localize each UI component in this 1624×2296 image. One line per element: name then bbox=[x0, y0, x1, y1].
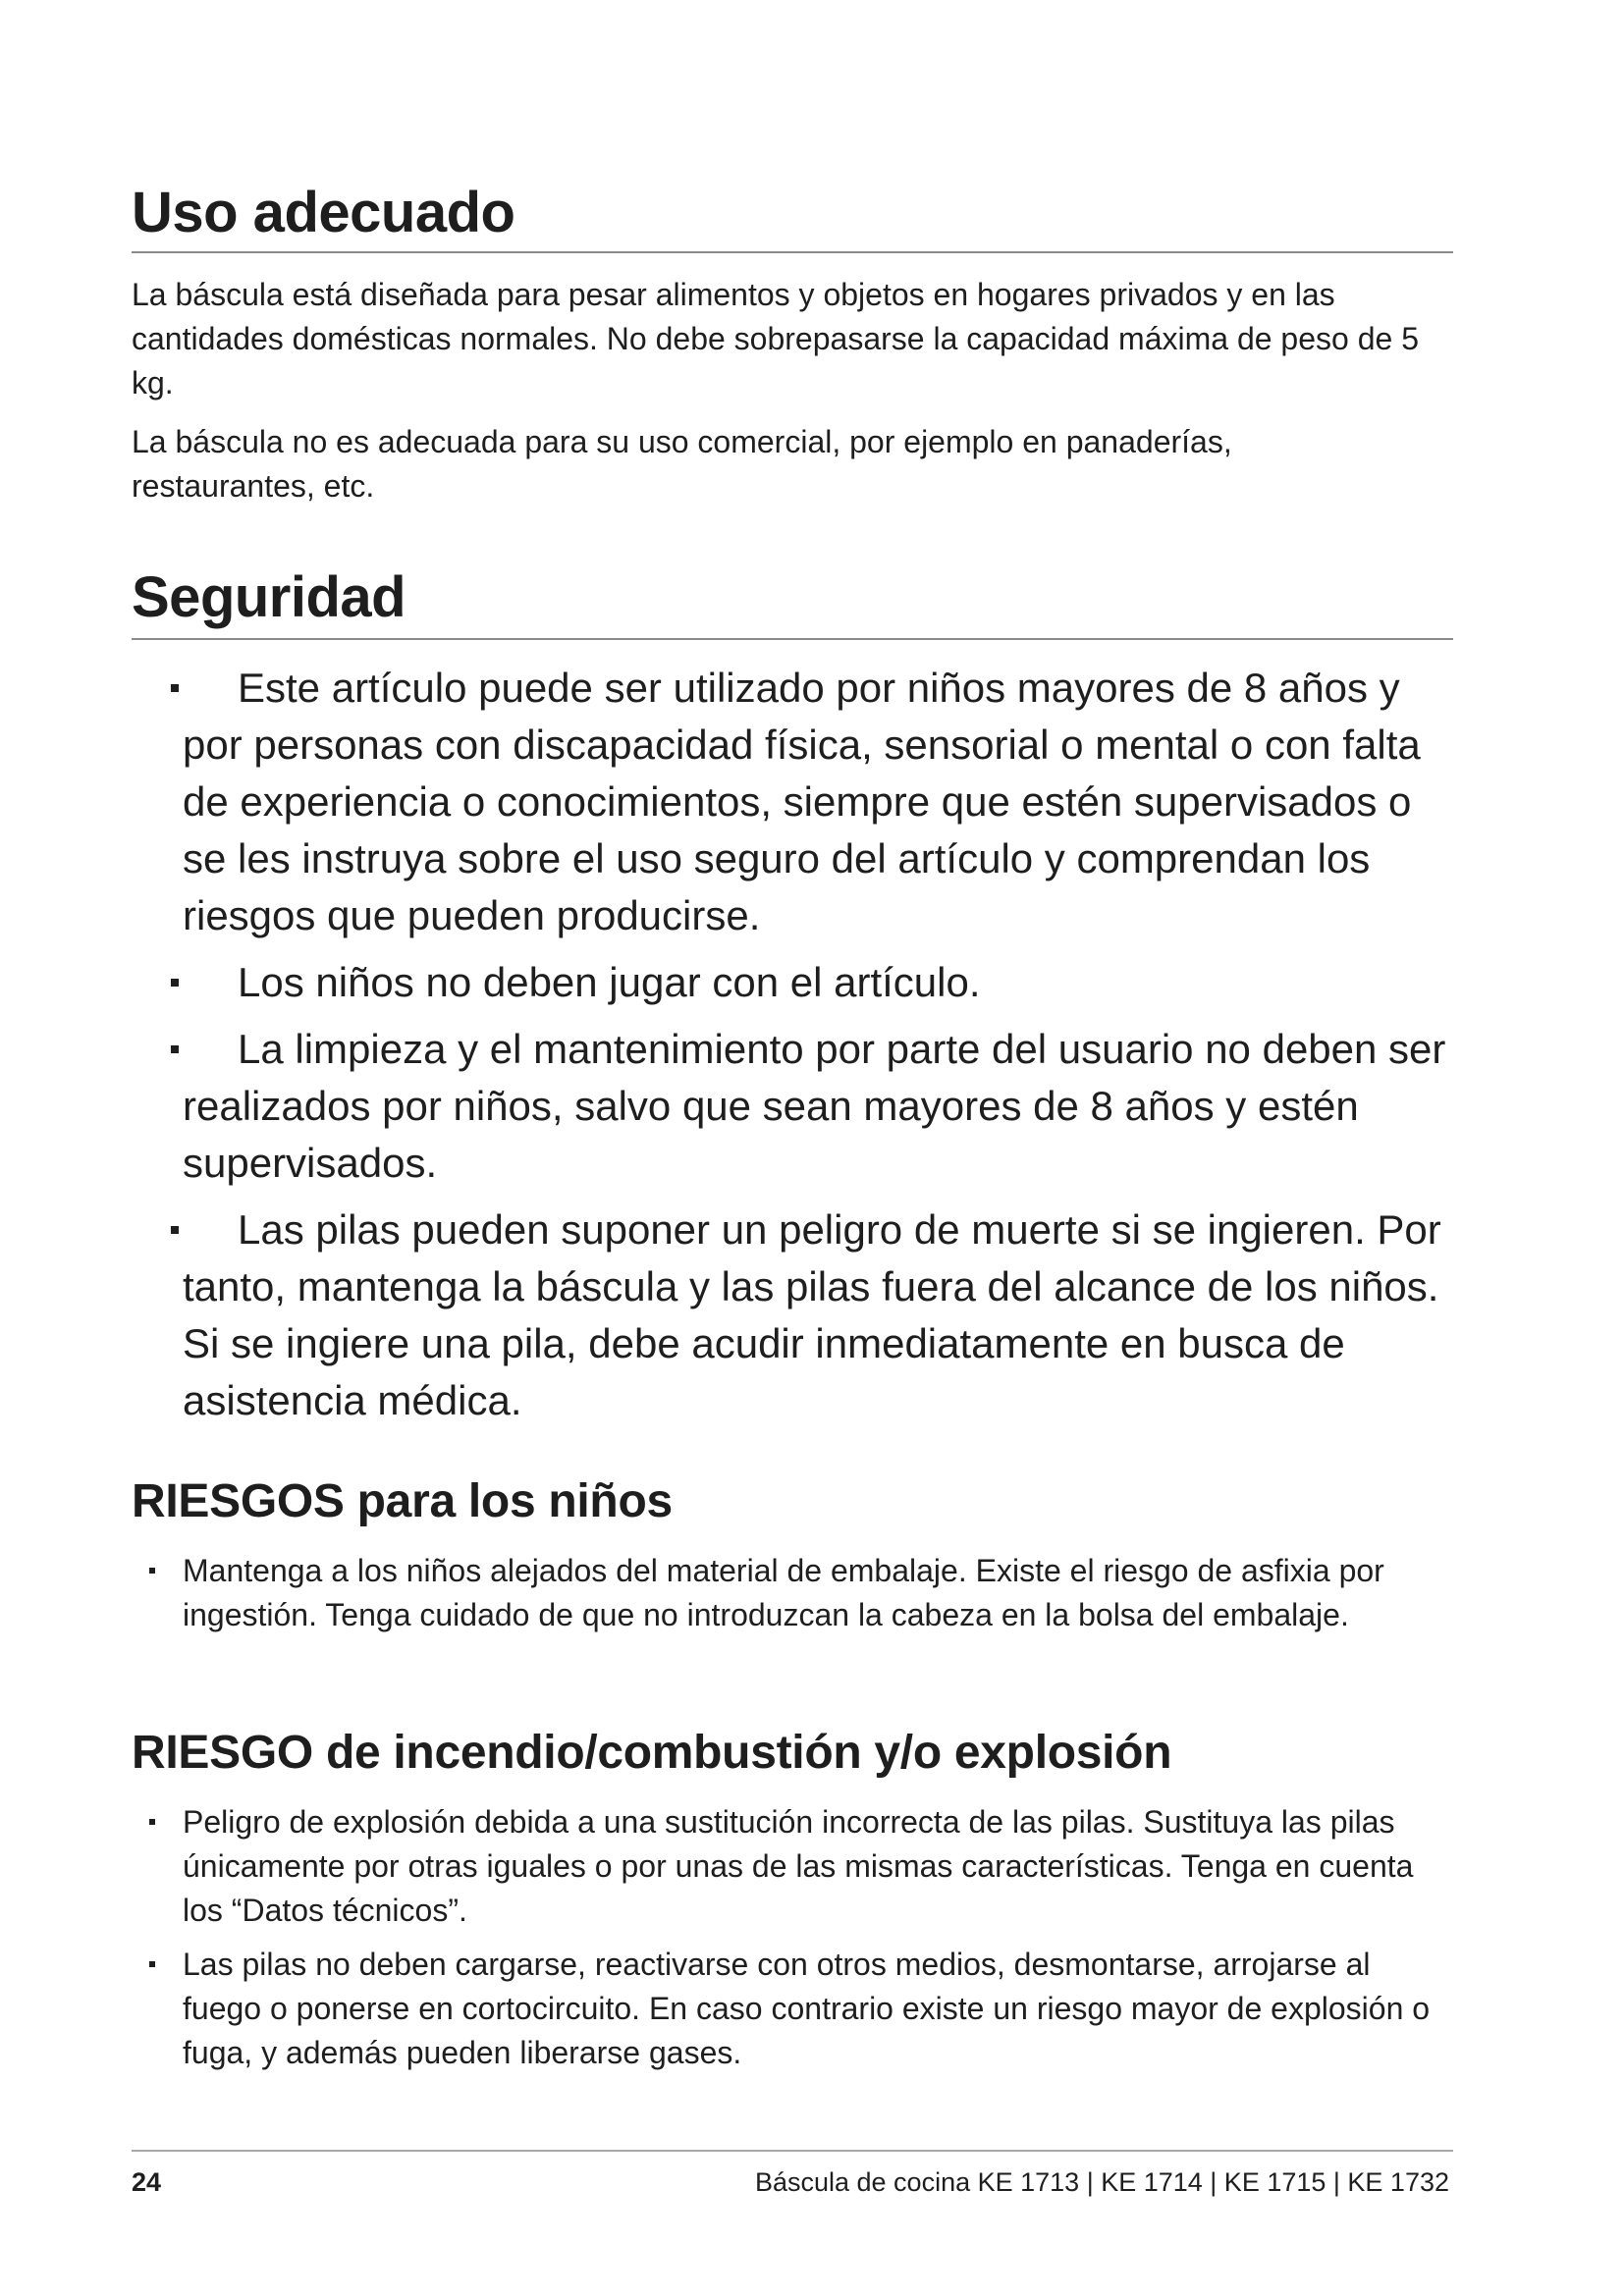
bullet-icon bbox=[171, 1045, 179, 1053]
list-item: Mantenga a los niños alejados del material de embalaje. Existe el riesgo de asfixia por ingestión. Tenga cuidado de que no introduzcan la cabeza en la bolsa del embalaje. bbox=[132, 1549, 1428, 1637]
section-title-riesgo-incendio: RIESGO de incendio/combustión y/o explosión bbox=[132, 1727, 1172, 1779]
footer-product-title: Báscula de cocina KE 1713 | KE 1714 | KE 1715 | KE 1732 bbox=[754, 2167, 1449, 2197]
list-item: Las pilas pueden suponer un peligro de muerte si se ingieren. Por tanto, mantenga la báscula y las pilas fuera del alcance de los niños. Si se ingiere una pila, debe acudir inmediatamente en busca de asistencia médica. bbox=[132, 1201, 1506, 1429]
uso-paragraph-1: La báscula está diseñada para pesar alimentos y objetos en hogares privados y en las cantidades domésticas normales. No debe sobrepasarse la capacidad máxima de peso de 5 kg. bbox=[132, 277, 1419, 400]
section-title-uso-adecuado: Uso adecuado bbox=[132, 181, 515, 244]
section-title-riesgos-ninos: RIESGOS para los niños bbox=[132, 1475, 673, 1527]
page-number: 24 bbox=[132, 2167, 162, 2197]
bullet-icon bbox=[149, 1568, 155, 1574]
footer-rule bbox=[132, 2150, 1453, 2152]
riesgo-incendio-list bbox=[132, 1800, 1437, 2085]
bullet-icon bbox=[171, 684, 179, 692]
list-item: Peligro de explosión debida a una sustitución incorrecta de las pilas. Sustituya las pilas únicamente por otras iguales o por unas de las mismas características. Tenga en cuenta los “Datos técnicos”. bbox=[132, 1800, 1437, 1933]
list-item: La limpieza y el mantenimiento por parte del usuario no deben ser realizados por niños, salvo que sean mayores de 8 años y estén supervisados. bbox=[132, 1021, 1506, 1192]
section-title-seguridad: Seguridad bbox=[132, 565, 406, 629]
uso-paragraph-2: La báscula no es adecuada para su uso comercial, por ejemplo en panaderías, restaurantes, etc. bbox=[132, 424, 1232, 504]
riesgos-ninos-list bbox=[132, 1549, 1428, 1647]
bullet-icon bbox=[149, 1819, 155, 1825]
list-item: Los niños no deben jugar con el artículo. bbox=[132, 954, 1506, 1011]
section-rule bbox=[132, 638, 1453, 640]
list-item: Las pilas no deben cargarse, reactivarse con otros medios, desmontarse, arrojarse al fuego o ponerse en cortocircuito. En caso contrario existe un riesgo mayor de explosión o fuga, y además pueden liberarse gases. bbox=[132, 1943, 1437, 2075]
bullet-icon bbox=[149, 1961, 155, 1967]
list-item: Este artículo puede ser utilizado por niños mayores de 8 años y por personas con discapacidad física, sensorial o mental o con falta de experiencia o conocimientos, siempre que estén supervisados o se les instruya sobre el uso seguro del artículo y comprendan los riesgos que pueden producirse. bbox=[132, 660, 1506, 944]
seguridad-list bbox=[132, 660, 1506, 1439]
bullet-icon bbox=[171, 979, 179, 987]
bullet-icon bbox=[171, 1226, 179, 1234]
document-page bbox=[132, 0, 1453, 2296]
section-rule bbox=[132, 251, 1453, 253]
